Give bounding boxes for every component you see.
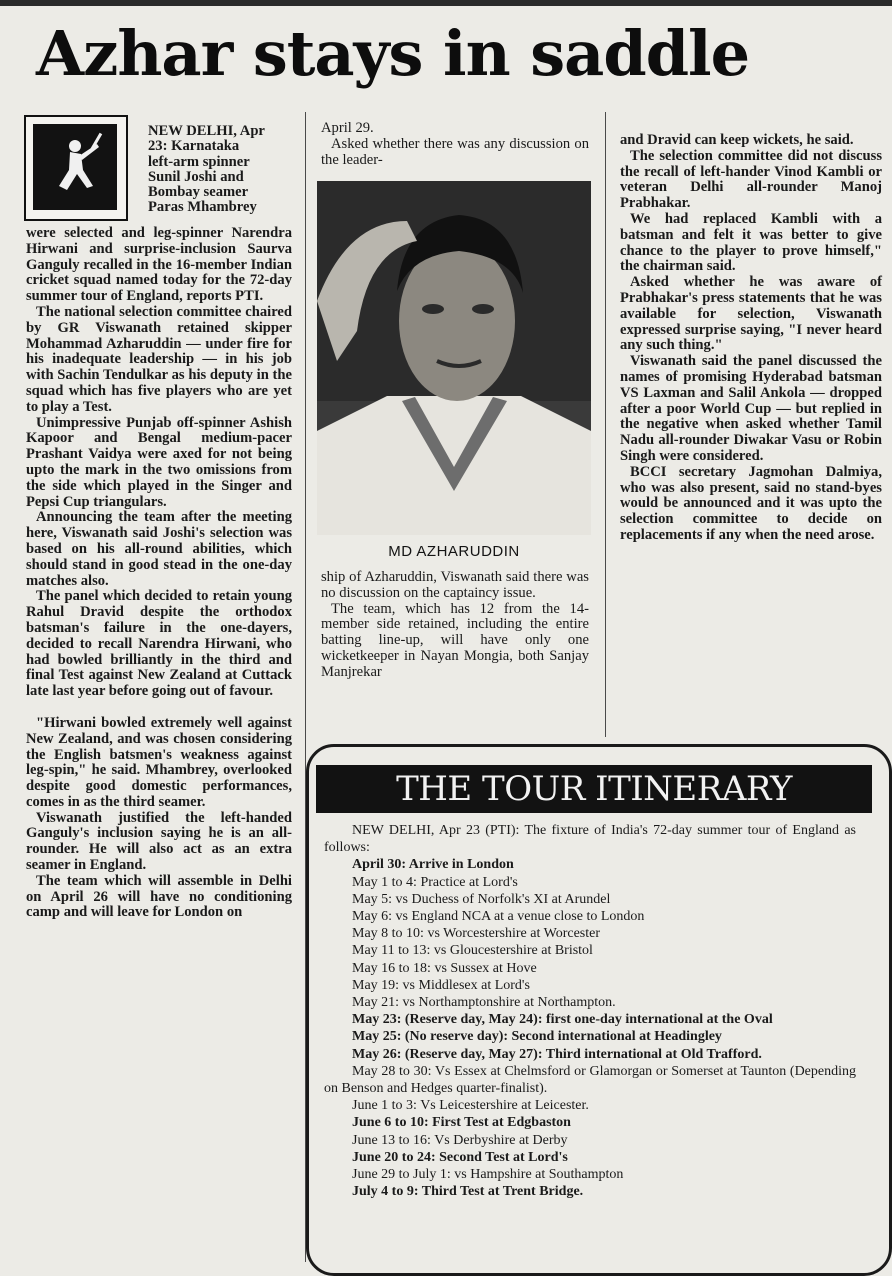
itinerary-item: May 11 to 13: vs Gloucestershire at Bristol	[352, 943, 593, 959]
itinerary-item: April 30: Arrive in London	[352, 857, 514, 873]
itinerary-item: May 6: vs England NCA at a venue close to London	[352, 909, 645, 925]
itinerary-item: July 4 to 9: Third Test at Trent Bridge.	[352, 1184, 584, 1200]
paragraph: The team which will assemble in Delhi on April 26 will have no conditioning camp and will leave for London on	[26, 872, 292, 921]
article-column-1	[132, 124, 292, 216]
article-column-2-bottom	[321, 570, 589, 681]
dateline-line-2: 23: Karnataka	[148, 138, 240, 155]
azharuddin-photo	[317, 181, 591, 535]
paragraph: Announcing the team after the meeting here, Viswanath said Joshi's selection was based on his all-round abilities, which should stand in good stead in the one-day matches also.	[26, 509, 292, 589]
paragraph: The selection committee did not discuss the recall of left-hander Vinod Kambli or veteran Delhi all-rounder Manoj Prabhakar.	[620, 147, 882, 212]
itinerary-item: May 28 to 30: Vs Essex at Chelmsford or Glamorgan or Somerset at Taunton (Depending on Benson and Hedges quarter-finalist).	[324, 1063, 856, 1097]
column-rule-2	[605, 112, 606, 737]
top-rule	[0, 0, 892, 6]
dateline-line-4: Sunil Joshi and	[148, 168, 244, 185]
itinerary-item: June 6 to 10: First Test at Edgbaston	[352, 1115, 571, 1131]
paragraph: Unimpressive Punjab off-spinner Ashish Kapoor and Bengal medium-pacer Prashant Vaidya were axed for not being upto the mark in the two omissions from the side which played in the Singer and Pepsi Cup triangulars.	[26, 414, 292, 510]
article-column-2-top	[321, 121, 589, 168]
dateline-line-3: left-arm spinner	[148, 153, 250, 170]
paragraph: We had replaced Kambli with a batsman and felt it was better to give chance to the player to prove himself," the chairman said.	[620, 210, 882, 275]
itinerary-item: May 19: vs Middlesex at Lord's	[352, 977, 530, 993]
paragraph: and Dravid can keep wickets, he said.	[620, 132, 854, 148]
article-column-1-body	[26, 226, 292, 921]
dateline-line-6: Paras Mhambrey	[148, 199, 257, 216]
itinerary-item: June 29 to July 1: vs Hampshire at Southampton	[352, 1167, 624, 1183]
itinerary-item: June 13 to 16: Vs Derbyshire at Derby	[352, 1132, 568, 1148]
itinerary-item: June 20 to 24: Second Test at Lord's	[352, 1149, 568, 1165]
paragraph: April 29.	[321, 120, 374, 136]
itinerary-item: May 23: (Reserve day, May 24): first one-day international at the Oval	[352, 1012, 773, 1028]
paragraph: BCCI secretary Jagmohan Dalmiya, who was also present, said no stand-byes would be announced and it was upto the selection committee to decide on replacements if any when the need arose.	[620, 463, 882, 543]
paragraph: Viswanath said the panel discussed the names of promising Hyderabad batsman VS Laxman and Salil Ankola — dropped after a poor World Cup — but replied in the negative when asked whether Tamil Nadu all-rounder Diwakar Vasu or Robin Singh were considered.	[620, 353, 882, 464]
paragraph: Asked whether he was aware of Prabhakar's press statements that he was available for selection, Viswanath expressed surprise saying, "I never heard any such thing."	[620, 274, 882, 354]
itinerary-intro: NEW DELHI, Apr 23 (PTI): The fixture of India's 72-day summer tour of England as follows:	[324, 823, 856, 856]
itinerary-banner: THE TOUR ITINERARY	[316, 765, 872, 813]
photo-caption: MD AZHARUDDIN	[388, 543, 520, 560]
paragraph: The panel which decided to retain young Rahul Dravid despite the orthodox batsman's failure in the one-dayers, decided to recall Narendra Hirwani, who had bowled brilliantly in the third and final Test against New Zealand at Cuttack late last year before going out of favour.	[26, 588, 292, 700]
paragraph: "Hirwani bowled extremely well against New Zealand, and was chosen considering the English batsmen's weakness against leg-spin," he said. Mhambrey, overlooked despite good domestic performances, comes in as the third seamer.	[26, 714, 292, 810]
lead-paragraph-cont: were selected and leg-spinner Narendra Hirwani and surprise-inclusion Saurva Ganguly recalled in the 16-member Indian cricket squad named today for the 72-day summer tour of England, reports PTI.	[26, 225, 292, 305]
itinerary-item: May 21: vs Northamptonshire at Northampton.	[352, 995, 616, 1011]
paragraph: The team, which has 12 from the 14-member side retained, including the entire batting line-up, will have only one wicketkeeper in Nayan Mongia, both Sanjay Manjrekar	[321, 600, 589, 680]
itinerary-item: May 1 to 4: Practice at Lord's	[352, 874, 518, 890]
dateline-line-1: NEW DELHI, Apr	[148, 123, 265, 139]
paragraph: ship of Azharuddin, Viswanath said there was no discussion on the captaincy issue.	[321, 569, 589, 601]
batsman-icon	[33, 124, 117, 210]
paragraph: Asked whether there was any discussion on the leader-	[321, 135, 589, 168]
paragraph: Viswanath justified the left-handed Ganguly's inclusion saying he is an all-rounder. He will also act as an extra seamer in England.	[26, 809, 292, 874]
cricket-logo	[24, 115, 128, 221]
itinerary-item: June 1 to 3: Vs Leicestershire at Leicester.	[352, 1098, 589, 1114]
headline: Azhar stays in saddle	[36, 17, 750, 90]
dateline-line-5: Bombay seamer	[148, 184, 249, 201]
itinerary-list	[324, 822, 856, 1200]
itinerary-item: May 25: (No reserve day): Second international at Headingley	[352, 1029, 722, 1045]
article-column-3	[620, 133, 882, 544]
itinerary-item: May 5: vs Duchess of Norfolk's XI at Arundel	[352, 891, 611, 907]
itinerary-item: May 16 to 18: vs Sussex at Hove	[352, 960, 537, 976]
itinerary-item: May 8 to 10: vs Worcestershire at Worcester	[352, 926, 600, 942]
paragraph: The national selection committee chaired by GR Viswanath retained skipper Mohammad Azharuddin — under fire for his inadequate leadership — in his job with Sachin Tendulkar as his deputy in the squad which has five players who are yet to play a Test.	[26, 303, 292, 415]
itinerary-item: May 26: (Reserve day, May 27): Third international at Old Trafford.	[352, 1046, 762, 1062]
